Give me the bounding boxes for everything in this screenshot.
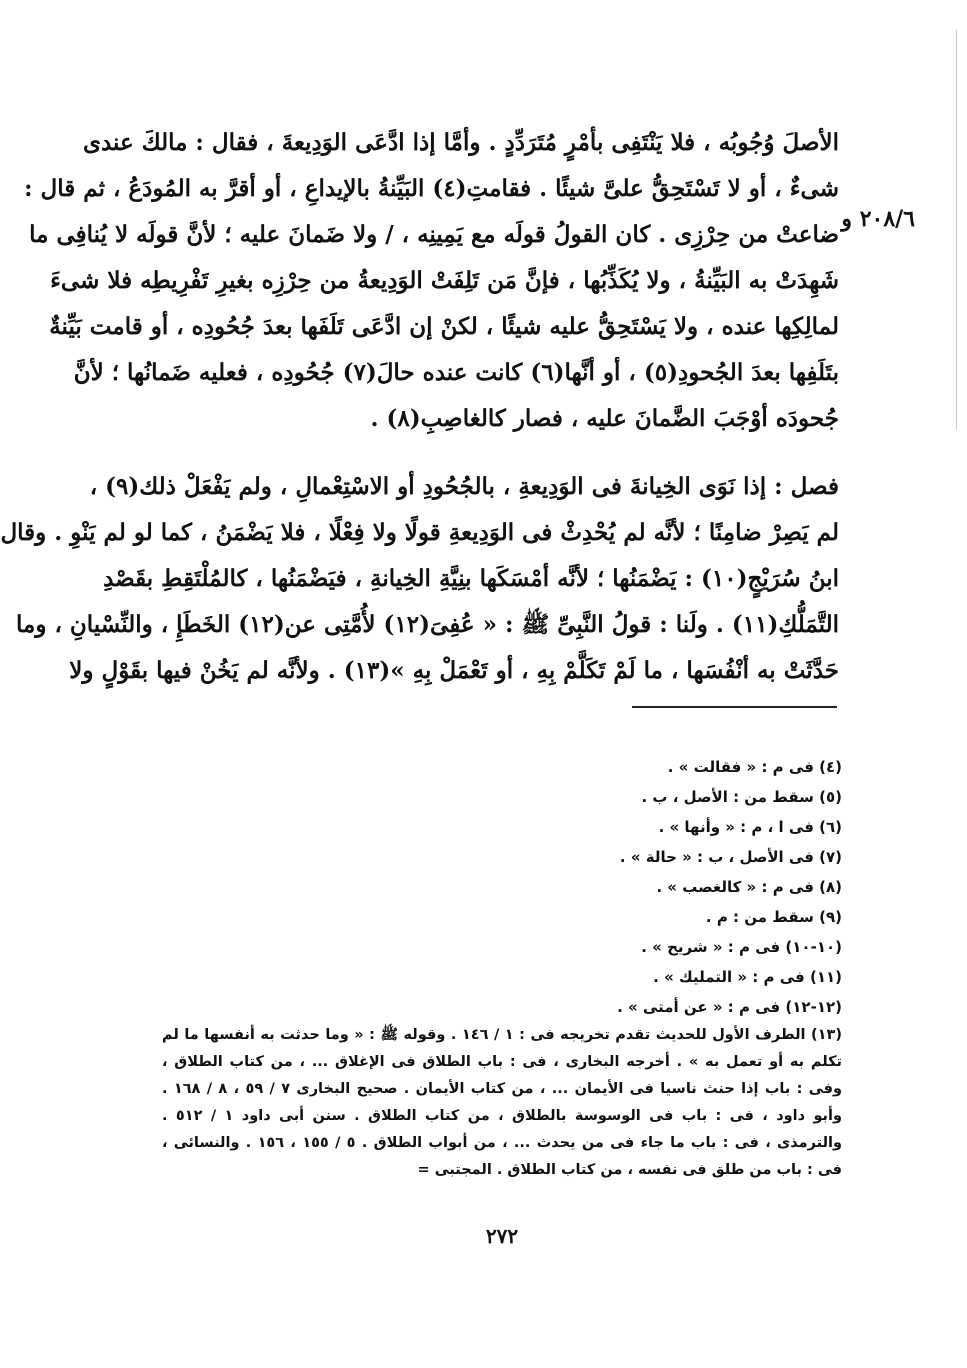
footnote: (١٠-١٠) فى م : « شريح » . <box>641 938 842 956</box>
section-heading: فصل <box>790 473 839 500</box>
text-line: شَهِدَتْ به البَيِّنةُ ، ولا يُكَذِّبُها ، فإنَّ مَن تَلِفَتْ الوَدِيعةُ من حِرْزِه بغيرِ تَفْرِيطِه فلا شىءَ <box>50 267 839 294</box>
text-line: شىءٌ ، أو لا تَسْتَحِقُّ علىَّ شيئًا . فقامتِ(٤) البَيِّنةُ بالإيداعِ ، أو أقرَّ به المُودَعُ ، ثم قال : <box>24 175 839 202</box>
text-line: الأصلَ وُجُوبُه ، فلا يَنْتَفِى بأمْرٍ مُتَرَدِّدٍ . وأمَّا إذا ادَّعَى الوَدِيعةَ ، فقال : مالكَ عندى <box>82 129 839 156</box>
footnote: (٧) فى الأصل ، ب : « حالة » . <box>619 848 842 866</box>
text-line-with-heading <box>89 464 839 510</box>
footnote: (٥) سقط من : الأصل ، ب . <box>641 788 842 806</box>
paragraph-2 <box>0 464 839 694</box>
footnote-separator <box>632 706 837 708</box>
page-edge-line <box>956 30 957 430</box>
text-line: جُحودَه أوْجَبَ الضَّمانَ عليه ، فصار كالغاصِبِ(٨) . <box>370 405 839 432</box>
paragraph-1 <box>24 120 839 442</box>
page-number: ٢٧٢ <box>485 1224 519 1248</box>
text-line: التَّمَلُّكِ(١١) . ولَنا : قولُ النَّبِىِّ ﷺ : « عُفِىَ(١٢) لأُمَّتِى عن(١٢) الخَطَإِ ، والنِّسْيانِ ، وما <box>16 611 839 638</box>
text-line: لم يَصِرْ ضامِنًا ؛ لأنَّه لم يُحْدِثْ فى الوَدِيعةِ قولًا ولا فِعْلًا ، فلا يَضْمَنُ ، كما لو لم يَنْوِ . وقال <box>0 519 839 546</box>
footnote: (١٢-١٢) فى م : « عن أمتى » . <box>617 998 842 1016</box>
footnote: (٨) فى م : « كالغصب » . <box>656 878 842 896</box>
text-line: لمالِكِها عنده ، ولا يَسْتَحِقُّ عليه شيئًا ، لكنْ إن ادَّعَى تَلَفَها بعدَ جُحُودِه ، أو قامت بَيِّنةٌ <box>49 313 839 340</box>
text-line: حَدَّثَتْ به أنْفُسَها ، ما لَمْ تَكَلَّمْ بِهِ ، أو تَعْمَلْ بِهِ »(١٣) . ولأنَّه لم يَخُنْ فيها بقَوْلٍ ولا <box>69 657 839 684</box>
footnote-long: (١٣) الطرف الأول للحديث تقدم تخريجه فى : ١ / ١٤٦ . وقوله ﷺ : « وما حدثت به أنفسها ما لم تكلم به أو تعمل به » . أخرجه البخارى ، فى : باب الطلاق فى الإغلاق ... ، من كتاب الطلاق ، وفى : باب إذا حنث ناسيا فى الأيمان ... ، من كتاب الأيمان . صحيح البخارى ٧ / ٥٩ ، ٨ / ١٦٨ . وأبو داود ، فى : باب فى الوسوسة بالطلاق ، من كتاب الطلاق . سنن أبى داود ١ / ٥١٢ . والترمذى ، فى : باب ما جاء فى من يحدث ... ، من أبواب الطلاق . ٥ / ١٥٥ ، ١٥٦ . والنسائى ، فى : باب من طلق فى نفسه ، من كتاب الطلاق . المجتبى = <box>162 1027 842 1178</box>
footnote: (٩) سقط من : م . <box>705 908 842 926</box>
text-line: بتَلَفِها بعدَ الجُحودِ(٥) ، أو أنَّها(٦) كانت عنده حالَ(٧) جُحُودِه ، فعليه ضَمانُها ؛ لأنَّ <box>73 359 839 386</box>
margin-reference: ٢٠٨/٦ و <box>841 206 915 232</box>
footnote: (٤) فى م : « فقالت » . <box>667 758 842 776</box>
text-line: ابنُ سُرَيْجٍ(١٠) : يَضْمَنُها ؛ لأنَّه أمْسَكَها بنِيَّةِ الخِيانةِ ، فيَضْمَنُها ، كالمُلْتَقِطِ بقَصْدِ <box>103 565 839 592</box>
footnote: (٦) فى ا ، م : « وأنها » . <box>658 818 842 836</box>
main-text-body <box>0 120 839 694</box>
text-line: : إذا نَوَى الخِيانةَ فى الوَدِيعةِ ، بالجُحُودِ أو الاسْتِعْمالِ ، ولم يَفْعَلْ ذلك(٩) ، <box>89 473 783 500</box>
text-line: ضاعتْ من حِرْزِى . كان القولُ قولَه مع يَمِينِه ، / ولا ضَمانَ عليه ؛ لأنَّ قولَه لا يُنافِى ما <box>29 221 839 248</box>
footnote: (١١) فى م : « التمليك » . <box>653 968 842 986</box>
footnotes <box>162 752 842 1184</box>
